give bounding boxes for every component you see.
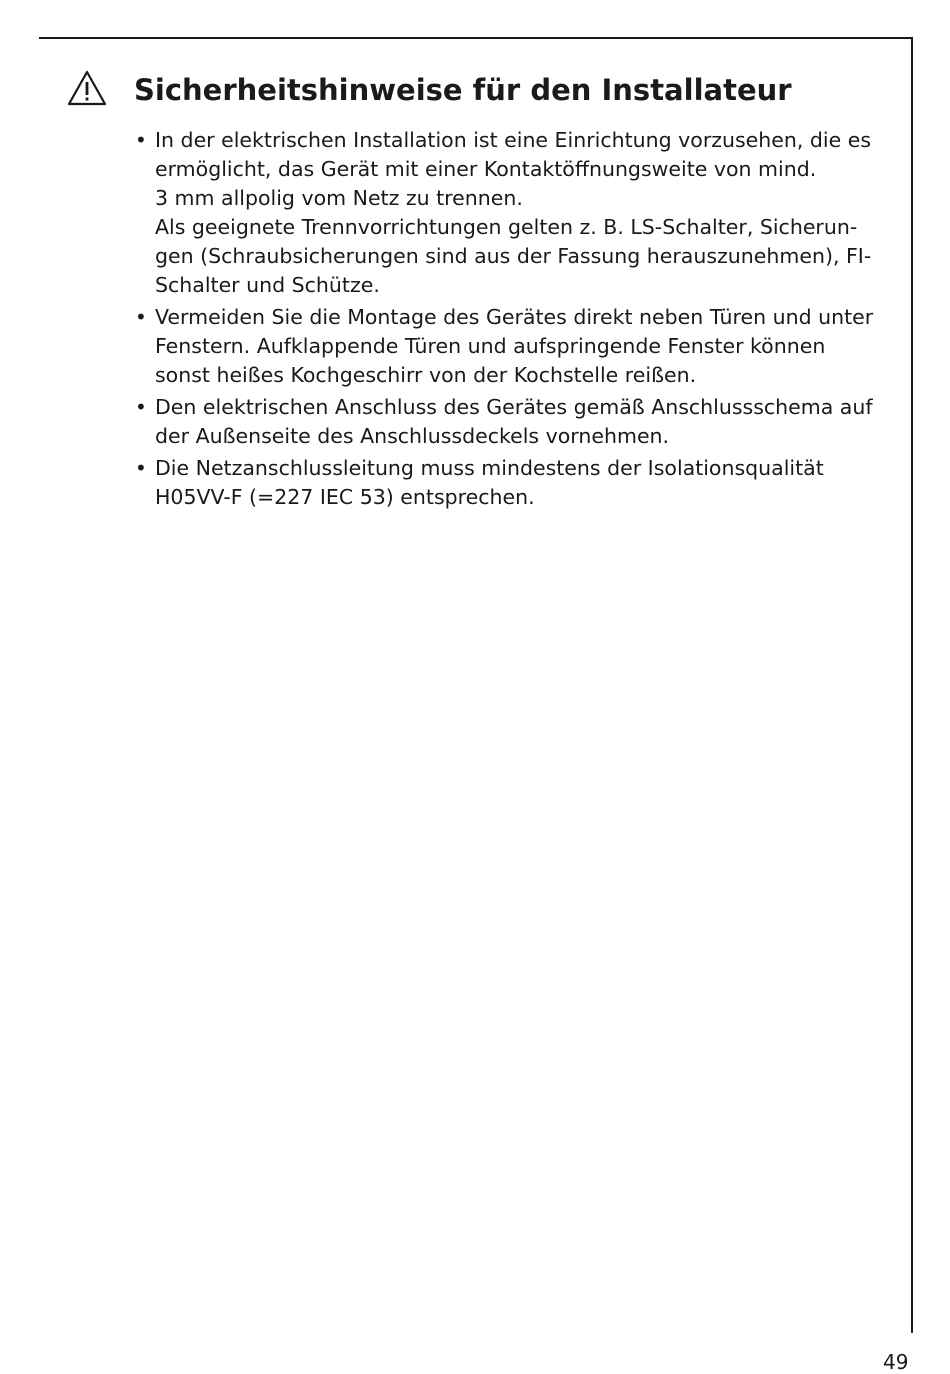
right-margin-rule [911, 37, 913, 1333]
list-item-line: der Außenseite des Anschlussdeckels vornehmen. [155, 424, 670, 448]
list-item [134, 303, 894, 390]
list-item-line: In der elektrischen Installation ist eine Einrichtung vorzusehen, die es [155, 128, 872, 152]
list-item-line: Als geeignete Trennvorrichtungen gelten z. B. LS-Schalter, Sicherun- [155, 215, 858, 239]
list-item [134, 126, 894, 300]
top-rule [39, 37, 913, 39]
safety-instructions-list [134, 126, 894, 515]
list-item-line: 3 mm allpolig vom Netz zu trennen. [155, 186, 523, 210]
list-item-line: Vermeiden Sie die Montage des Gerätes direkt neben Türen und unter [155, 305, 874, 329]
list-item-line: gen (Schraubsicherungen sind aus der Fassung herauszunehmen), FI- [155, 244, 872, 268]
bullet-icon: • [135, 395, 147, 419]
page-number: 49 [883, 1350, 909, 1374]
section-heading: Sicherheitshinweise für den Installateur [134, 73, 792, 107]
list-item-line: ermöglicht, das Gerät mit einer Kontaktöffnungsweite von mind. [155, 157, 817, 181]
warning-triangle-icon [67, 70, 107, 106]
list-item-line: Fenstern. Aufklappende Türen und aufspringende Fenster können [155, 334, 826, 358]
bullet-icon: • [135, 305, 147, 329]
list-item-line: Schalter und Schütze. [155, 273, 380, 297]
bullet-icon: • [135, 456, 147, 480]
list-item-line: H05VV-F (=227 IEC 53) entsprechen. [155, 485, 535, 509]
list-item-line: Die Netzanschlussleitung muss mindestens der Isolationsqualität [155, 456, 824, 480]
bullet-icon: • [135, 128, 147, 152]
list-item [134, 454, 894, 512]
list-item-line: Den elektrischen Anschluss des Gerätes gemäß Anschlussschema auf [155, 395, 873, 419]
list-item [134, 393, 894, 451]
list-item-line: sonst heißes Kochgeschirr von der Kochstelle reißen. [155, 363, 697, 387]
